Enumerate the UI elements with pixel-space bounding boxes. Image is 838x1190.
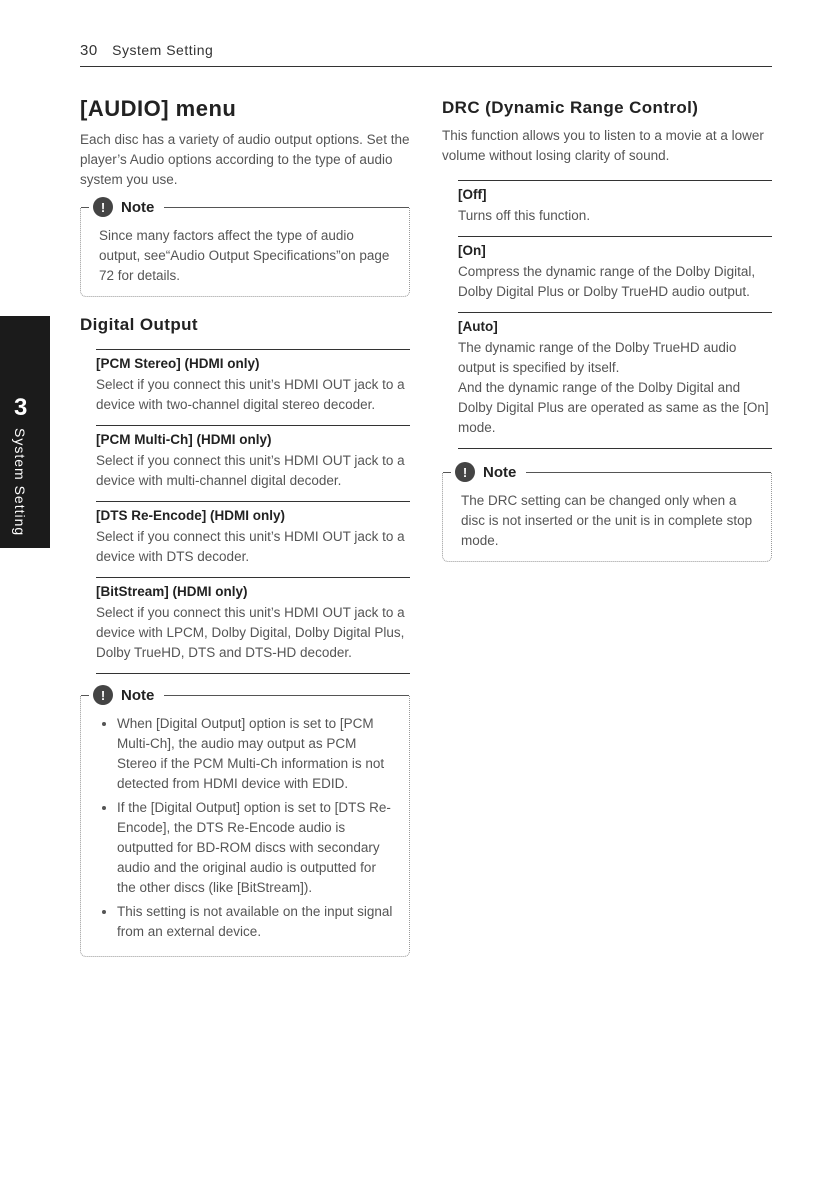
digital-output-note-box [80, 686, 410, 957]
right-column [442, 98, 772, 562]
digital-output-title: Digital Output [80, 315, 198, 334]
note-item: • If the [Digital Output] option is set to [DTS Re-Encode], the DTS Re-Encode audio is outputted for BD-ROM discs with secondary audio and the original audio is outputted for the other discs (like [BitStream]). [117, 798, 395, 898]
audio-menu-intro: Each disc has a variety of audio output options. Set the player’s Audio options according to the type of audio system you use. [80, 132, 410, 187]
note-item: • When [Digital Output] option is set to [PCM Multi-Ch], the audio may output as PCM Stereo if the PCM Multi-Ch information is not detected from HDMI device with EDID. [117, 714, 395, 794]
option-name: [DTS Re-Encode] (HDMI only) [96, 508, 285, 523]
page-number: 30 [80, 42, 98, 59]
drc-intro: This function allows you to listen to a movie at a lower volume without losing clarity of sound. [442, 128, 764, 163]
note-icon: ! [93, 197, 113, 217]
digital-output-options [80, 349, 410, 674]
chapter-label: System Setting [12, 428, 28, 537]
note-label: Note [121, 686, 155, 704]
note-label: Note [483, 463, 517, 481]
option-pcm-stereo [96, 349, 410, 425]
option-desc: Select if you connect this unit’s HDMI OUT jack to a device with DTS decoder. [96, 529, 405, 564]
option-name: [On] [458, 243, 486, 258]
option-desc: Compress the dynamic range of the Dolby Digital, Dolby Digital Plus or Dolby TrueHD audio output. [458, 264, 756, 299]
chapter-number: 3 [14, 394, 28, 421]
option-name: [Off] [458, 187, 487, 202]
option-desc: The dynamic range of the Dolby TrueHD audio output is specified by itself. And the dynamic range of the Dolby Digital and Dolby Digital Plus are operated as same as the [On] mode. [458, 340, 769, 435]
audio-note-box [80, 198, 410, 297]
audio-note-text: Since many factors affect the type of audio output, see“Audio Output Specifications”on page 72 for details. [99, 228, 390, 283]
option-off [458, 180, 772, 236]
option-dts-re-encode [96, 501, 410, 577]
note-icon: ! [455, 462, 475, 482]
header-rule [80, 66, 772, 67]
option-desc: Select if you connect this unit’s HDMI OUT jack to a device with two-channel digital stereo decoder. [96, 377, 405, 412]
note-icon: ! [93, 685, 113, 705]
drc-title: DRC (Dynamic Range Control) [442, 98, 699, 117]
left-column [80, 96, 410, 957]
option-desc: Select if you connect this unit’s HDMI OUT jack to a device with multi-channel digital decoder. [96, 453, 405, 488]
option-on [458, 236, 772, 312]
option-name: [Auto] [458, 319, 498, 334]
note-label: Note [121, 198, 155, 216]
drc-note-text: The DRC setting can be changed only when a disc is not inserted or the unit is in complete stop mode. [461, 493, 753, 548]
option-auto [458, 312, 772, 449]
option-bitstream [96, 577, 410, 674]
option-desc: Select if you connect this unit’s HDMI OUT jack to a device with LPCM, Dolby Digital, Dolby Digital Plus, Dolby TrueHD, DTS and DTS-HD decoder. [96, 605, 405, 660]
page-header [80, 42, 772, 66]
option-pcm-multi-ch [96, 425, 410, 501]
option-name: [PCM Stereo] (HDMI only) [96, 356, 260, 371]
option-name: [BitStream] (HDMI only) [96, 584, 248, 599]
option-name: [PCM Multi-Ch] (HDMI only) [96, 432, 272, 447]
note-list [99, 714, 395, 942]
section-title: System Setting [112, 42, 214, 58]
chapter-tab [0, 316, 50, 548]
option-desc: Turns off this function. [458, 208, 591, 223]
audio-menu-title: [AUDIO] menu [80, 96, 237, 121]
note-item: • This setting is not available on the input signal from an external device. [117, 902, 395, 942]
drc-options [442, 180, 772, 449]
drc-note-box [442, 463, 772, 562]
